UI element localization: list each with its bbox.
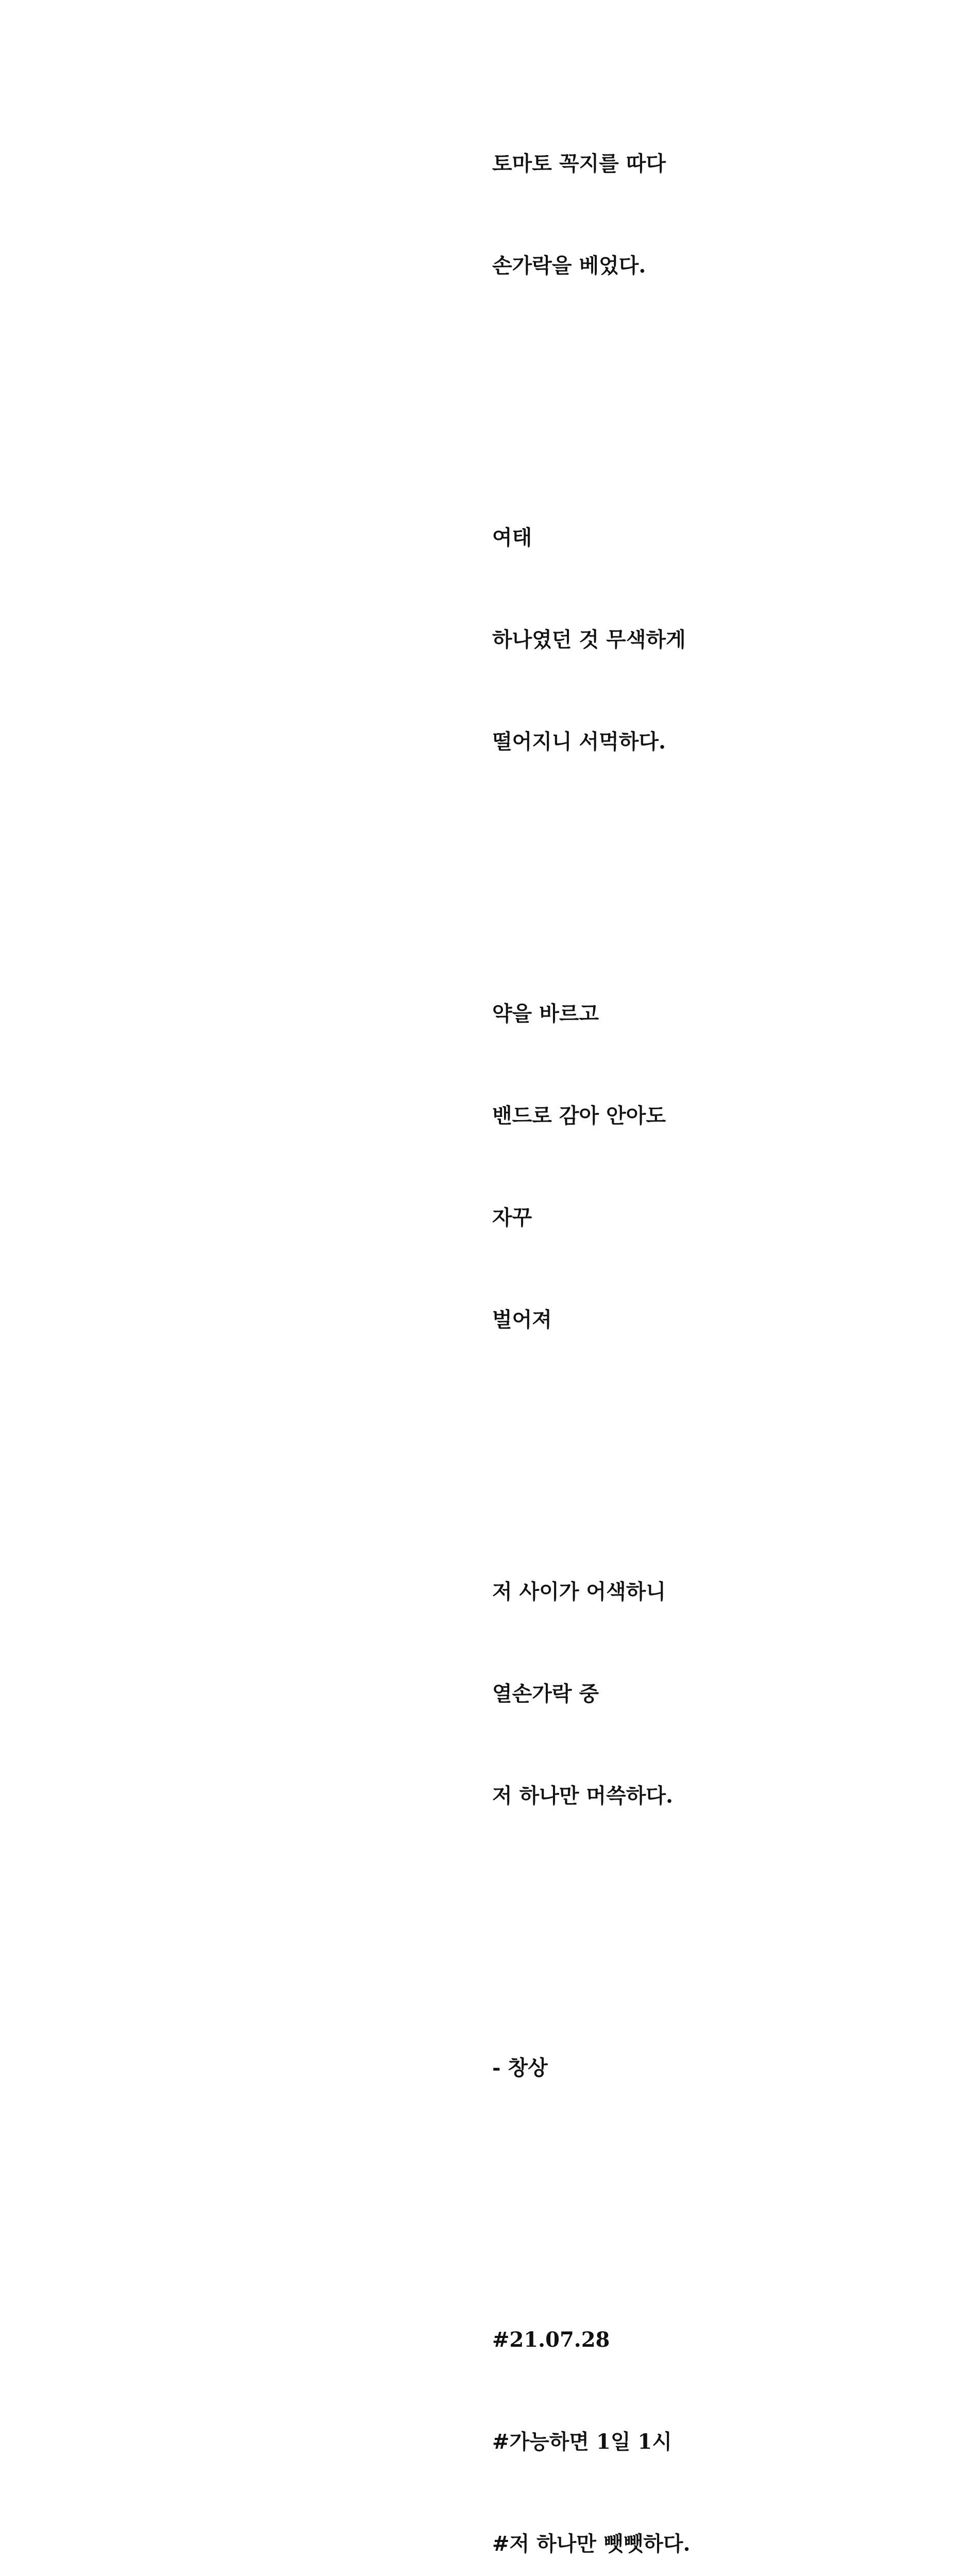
- hashtag: #21.07.28: [492, 2328, 610, 2352]
- stanza-4: [492, 1507, 690, 1881]
- poem-line: 벌어져: [492, 1308, 552, 1332]
- poem-line: 약을 바르고: [492, 1002, 599, 1026]
- hashtag-list: [492, 2255, 690, 2576]
- poem-line: 여태: [492, 526, 532, 550]
- hashtag: #저 하나만 뺏뺏하다.: [492, 2532, 691, 2556]
- poem-line: 저 사이가 어색하니: [492, 1580, 666, 1604]
- stanza-1: [492, 79, 690, 351]
- poem-line: 떨어지니 서먹하다.: [492, 730, 666, 754]
- poem-line: 토마토 꼭지를 따다: [492, 151, 666, 176]
- poem-line: 저 하나만 머쓱하다.: [492, 1784, 673, 1808]
- signature: [492, 1983, 690, 2153]
- stanza-3: [492, 929, 690, 1405]
- poem-line: 하나였던 것 무색하게: [492, 628, 686, 652]
- poem-line: 열손가락 중: [492, 1682, 599, 1706]
- author-signature: - 창상: [492, 2056, 548, 2080]
- hashtag: #가능하면 1일 1시: [492, 2430, 672, 2454]
- stanza-2: [492, 453, 690, 827]
- poem-text: [492, 11, 690, 2576]
- poem-line: 밴드로 감아 안아도: [492, 1104, 666, 1128]
- poem-line: 자꾸: [492, 1206, 532, 1230]
- poem-line: 손가락을 베었다.: [492, 253, 646, 278]
